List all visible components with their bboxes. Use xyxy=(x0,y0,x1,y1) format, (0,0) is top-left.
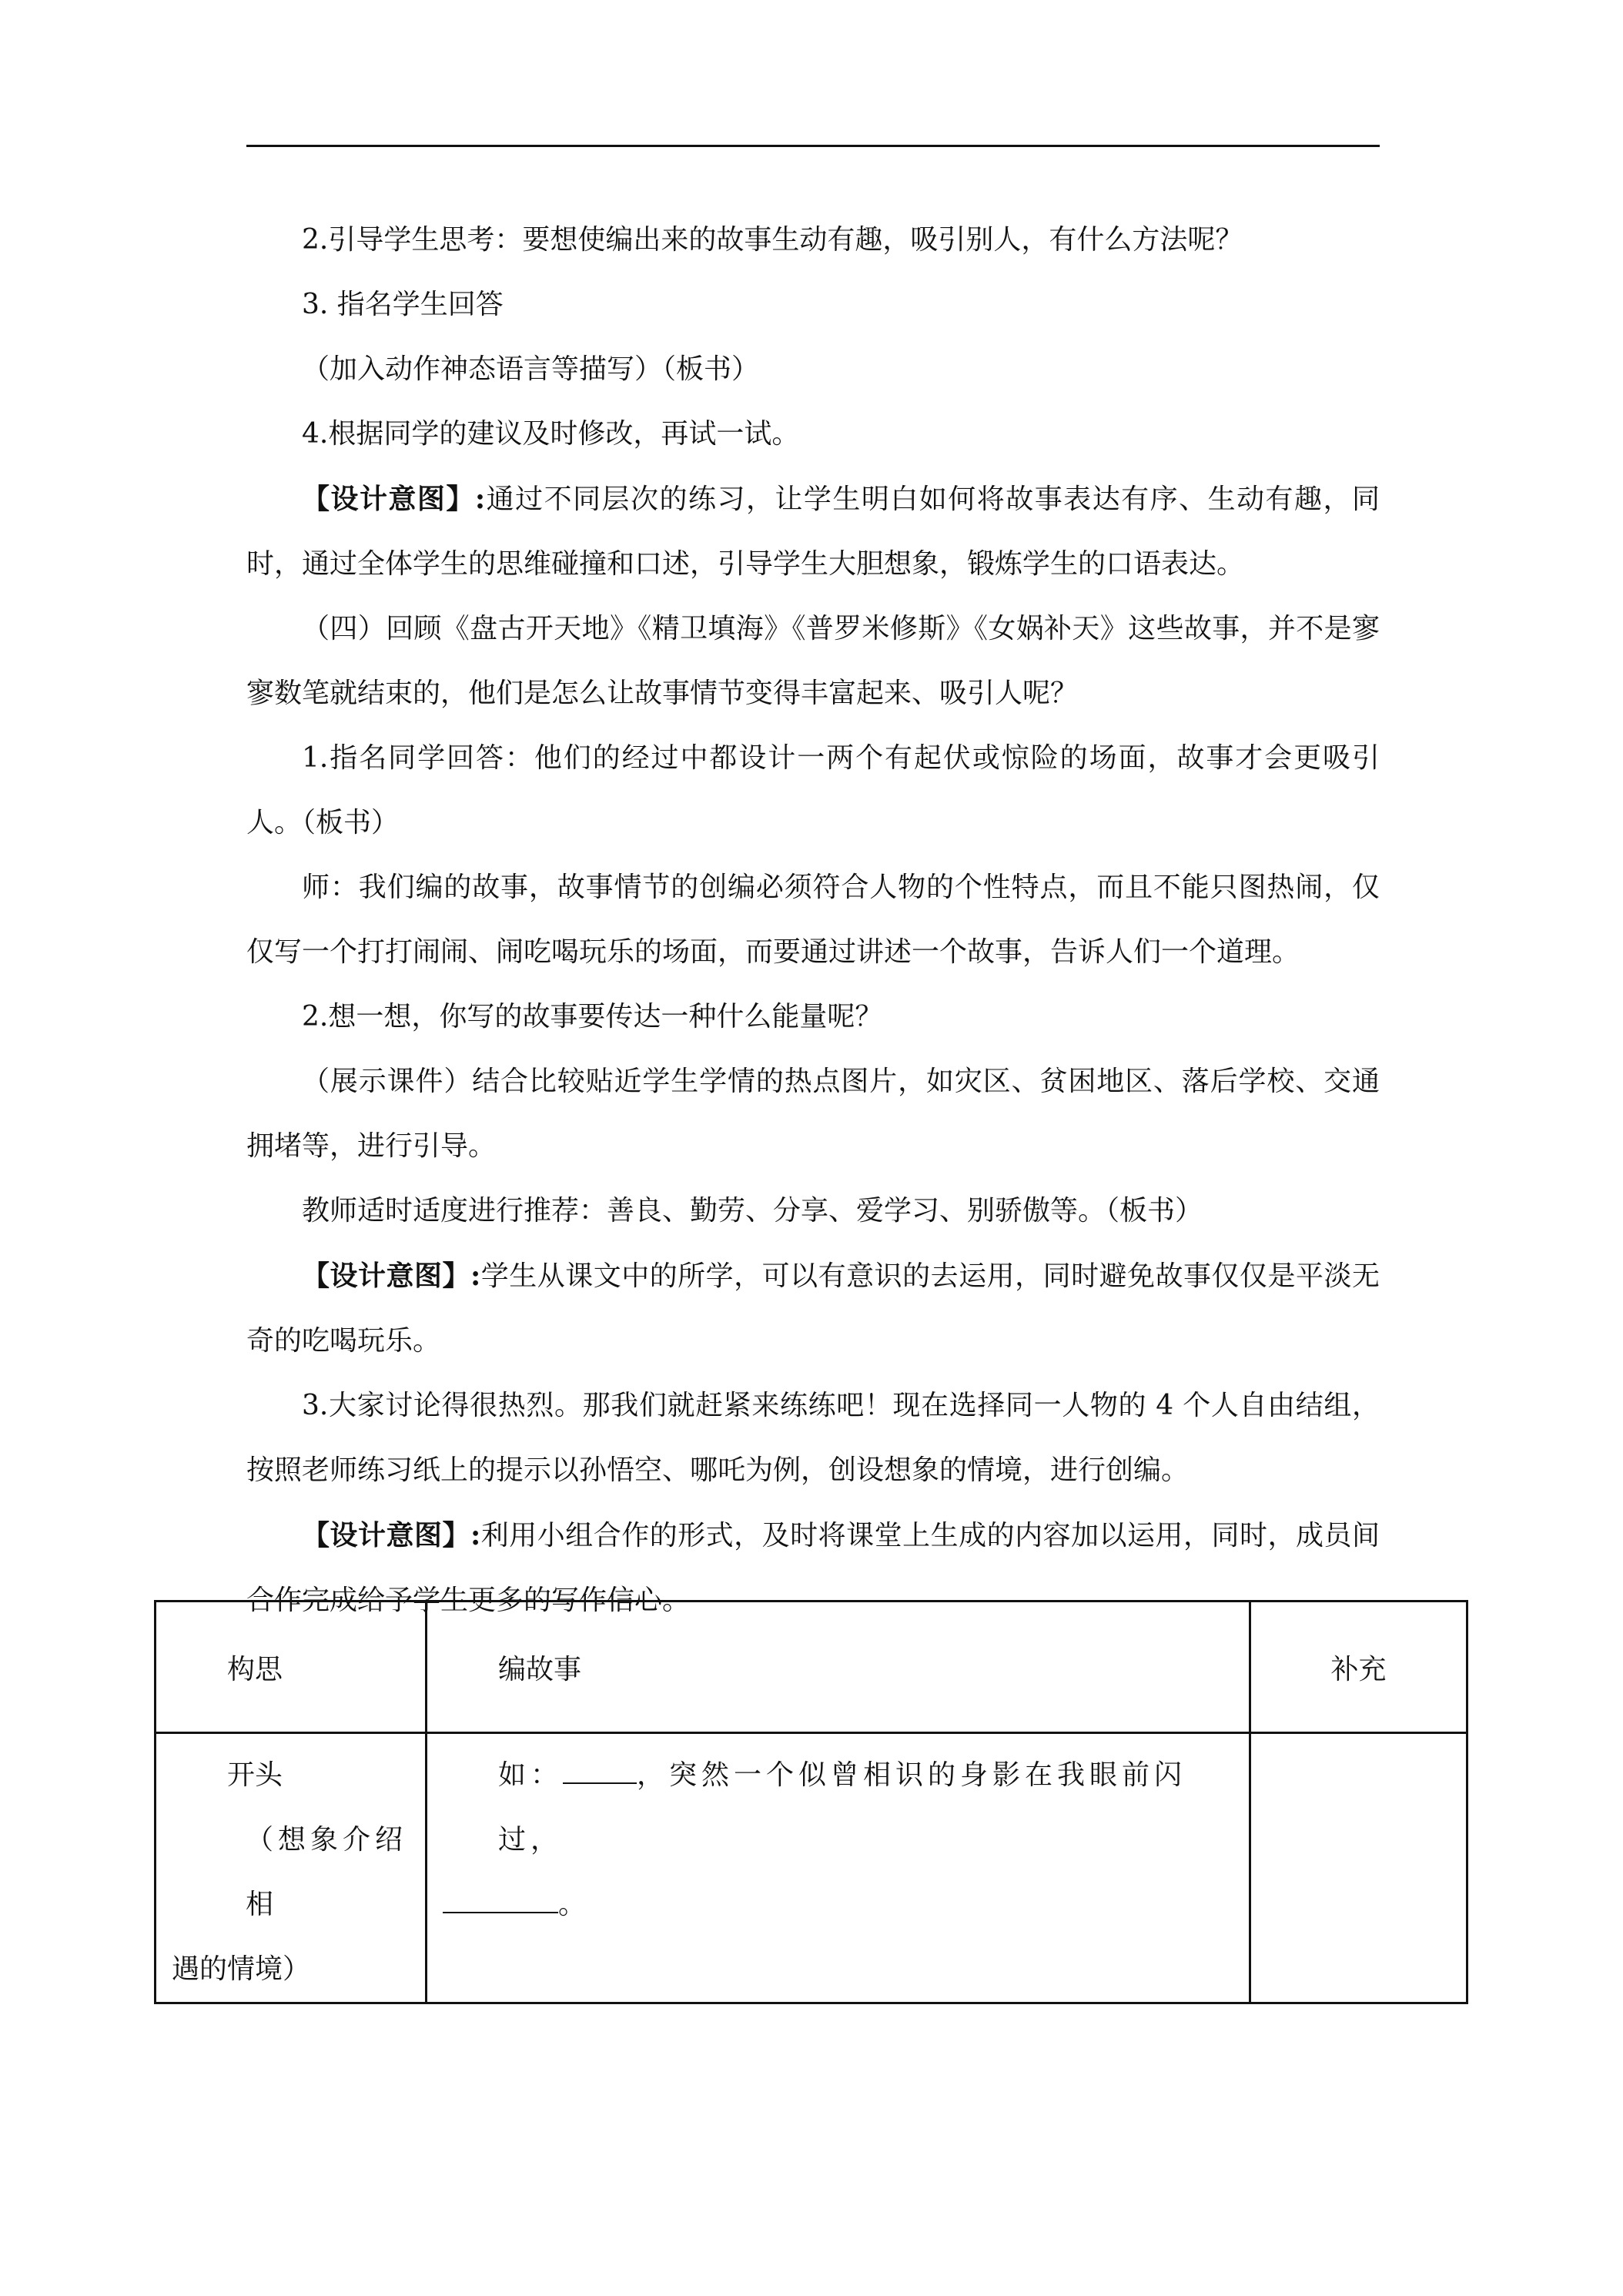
concept-desc-line: 遇的情境） xyxy=(172,1953,311,1985)
story-middle: ，突然一个似曾相识的身影在我眼前闪过， xyxy=(498,1759,1187,1856)
paragraph: （四）回顾《盘古开天地》《精卫填海》《普罗米修斯》《女娲补天》这些故事，并不是寥寥数笔就结束的，他们是怎么让故事情节变得丰富起来、吸引人呢？ xyxy=(246,613,1380,709)
concept-desc-line: （想象介绍相 xyxy=(246,1824,408,1920)
story-outline-table xyxy=(154,1600,1468,2004)
paragraph: 2.引导学生思考：要想使编出来的故事生动有趣，吸引别人，有什么方法呢？ xyxy=(302,224,1243,256)
paragraph: （展示课件）结合比较贴近学生学情的热点图片，如灾区、贫困地区、落后学校、交通拥堵等，进行引导。 xyxy=(246,1066,1380,1162)
fill-blank[interactable] xyxy=(563,1759,637,1784)
header-rule xyxy=(246,145,1380,147)
table-row xyxy=(156,1733,1467,2003)
design-intent-paragraph: 【设计意图】:学生从课文中的所学，可以有意识的去运用，同时避免故事仅仅是平淡无奇的吃喝玩乐。 xyxy=(246,1260,1380,1357)
cell-story xyxy=(427,1733,1250,2003)
paragraph: 师：我们编的故事，故事情节的创编必须符合人物的个性特点，而且不能只图热闹，仅仅写一个打打闹闹、闹吃喝玩乐的场面，而要通过讲述一个故事，告诉人们一个道理。 xyxy=(246,872,1380,968)
paragraph: 4.根据同学的建议及时修改，再试一试。 xyxy=(302,418,800,450)
design-intent-paragraph: 【设计意图】:通过不同层次的练习，让学生明白如何将故事表达有序、生动有趣，同时，通过全体学生的思维碰撞和口述，引导学生大胆想象，锻炼学生的口语表达。 xyxy=(246,483,1380,580)
paragraph: （加入动作神态语言等描写）（板书） xyxy=(302,353,760,385)
design-intent-label: 【设计意图】: xyxy=(302,1519,481,1551)
design-intent-label: 【设计意图】: xyxy=(302,1260,481,1292)
fill-blank[interactable] xyxy=(443,1889,558,1913)
paragraph: 3. 指名学生回答 xyxy=(302,289,504,320)
header-cell-story: 编故事 xyxy=(427,1602,1250,1733)
paragraph: 2.想一想，你写的故事要传达一种什么能量呢？ xyxy=(302,1001,883,1033)
paragraph: 教师适时适度进行推荐：善良、勤劳、分享、爱学习、别骄傲等。（板书） xyxy=(302,1195,1203,1227)
design-intent-paragraph: 【设计意图】:利用小组合作的形式，及时将课堂上生成的内容加以运用，同时，成员间合作完成给予学生更多的写作信心。 xyxy=(246,1519,1380,1616)
header-cell-concept: 构思 xyxy=(156,1602,427,1733)
table-header-row xyxy=(156,1602,1467,1733)
story-prefix: 如： xyxy=(498,1759,564,1791)
paragraph: 1.指名同学回答：他们的经过中都设计一两个有起伏或惊险的场面，故事才会更吸引人。（板书） xyxy=(246,742,1380,838)
cell-concept xyxy=(156,1733,427,2003)
concept-title: 开头 xyxy=(227,1759,283,1791)
story-suffix: 。 xyxy=(558,1889,587,1920)
document-body xyxy=(246,208,1380,1633)
cell-supplement[interactable] xyxy=(1250,1733,1467,2003)
design-intent-label: 【设计意图】: xyxy=(302,483,486,515)
header-cell-supplement: 补充 xyxy=(1250,1602,1467,1733)
paragraph: 3.大家讨论得很热烈。那我们就赶紧来练练吧！现在选择同一人物的 4 个人自由结组，按照老师练习纸上的提示以孙悟空、哪吒为例，创设想象的情境，进行创编。 xyxy=(246,1390,1380,1486)
